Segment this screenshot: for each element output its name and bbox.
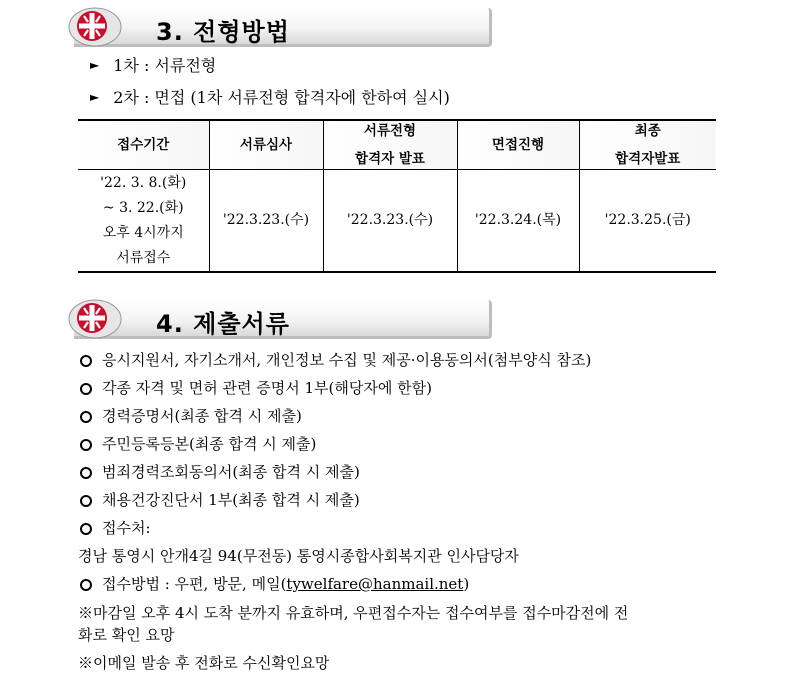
- circle-bullet-icon: [80, 439, 92, 451]
- circle-bullet-icon: [80, 355, 92, 367]
- period-cell: '22. 3. 8.(화) ~ 3. 22.(화) 오후 4시까지 서류접수: [78, 170, 209, 273]
- step-1-text: 1차 : 서류전형: [113, 56, 217, 75]
- header-cell: 접수기간: [78, 120, 209, 170]
- date-cell: '22.3.25.(금): [579, 170, 716, 273]
- header-cell: 서류전형 합격자 발표: [323, 120, 457, 170]
- address-line: 경남 통영시 안개4길 94(무전동) 통영시종합사회복지관 인사담당자: [78, 547, 519, 565]
- section-3-header: [68, 6, 493, 48]
- email-link[interactable]: tywelfare@hanmail.net: [286, 575, 464, 593]
- section-3-title: 3. 전형방법: [156, 18, 290, 46]
- header-cell: 최종 합격자발표: [579, 120, 716, 170]
- caritas-logo-icon: [68, 6, 130, 48]
- circle-bullet-icon: [80, 383, 92, 395]
- date-cell: '22.3.23.(수): [209, 170, 323, 273]
- step-2-line: [90, 85, 450, 108]
- step-1-line: [90, 53, 216, 76]
- arrow-right-icon: ►: [90, 58, 100, 72]
- date-cell: '22.3.24.(목): [457, 170, 579, 273]
- submission-method: 접수방법 : 우편, 방문, 메일(tywelfare@hanmail.net): [78, 570, 591, 598]
- header-cell: 면접진행: [457, 120, 579, 170]
- schedule-table: [78, 119, 716, 273]
- circle-bullet-icon: [80, 467, 92, 479]
- caritas-logo-icon: [68, 298, 130, 340]
- header-cell: 서류심사: [209, 120, 323, 170]
- table-header-row: [78, 120, 716, 170]
- list-item: 접수처:: [78, 514, 591, 542]
- deadline-note: ※마감일 오후 4시 도착 분까지 유효하며, 우편접수자는 접수여부를 접수마감전에 전 화로 확인 요망: [78, 604, 629, 644]
- section-4-title: 4. 제출서류: [156, 310, 290, 338]
- email-note: ※이메일 발송 후 전화로 수신확인요망: [78, 654, 330, 672]
- list-item: 응시지원서, 자기소개서, 개인정보 수집 및 제공·이용동의서(첨부양식 참조): [78, 346, 591, 374]
- arrow-right-icon: ►: [90, 90, 100, 104]
- circle-bullet-icon: [80, 411, 92, 423]
- list-item: 주민등록등본(최종 합격 시 제출): [78, 430, 591, 458]
- list-item: 각종 자격 및 면허 관련 증명서 1부(해당자에 한함): [78, 374, 591, 402]
- list-item: 채용건강진단서 1부(최종 합격 시 제출): [78, 486, 591, 514]
- circle-bullet-icon: [80, 579, 92, 591]
- circle-bullet-icon: [80, 495, 92, 507]
- date-cell: '22.3.23.(수): [323, 170, 457, 273]
- step-2-text: 2차 : 면접 (1차 서류전형 합격자에 한하여 실시): [113, 88, 450, 107]
- list-item: 범죄경력조회동의서(최종 합격 시 제출): [78, 458, 591, 486]
- circle-bullet-icon: [80, 523, 92, 535]
- document-list: [78, 346, 591, 598]
- table-row: [78, 170, 716, 273]
- section-4-header: [68, 298, 493, 340]
- list-item: 경력증명서(최종 합격 시 제출): [78, 402, 591, 430]
